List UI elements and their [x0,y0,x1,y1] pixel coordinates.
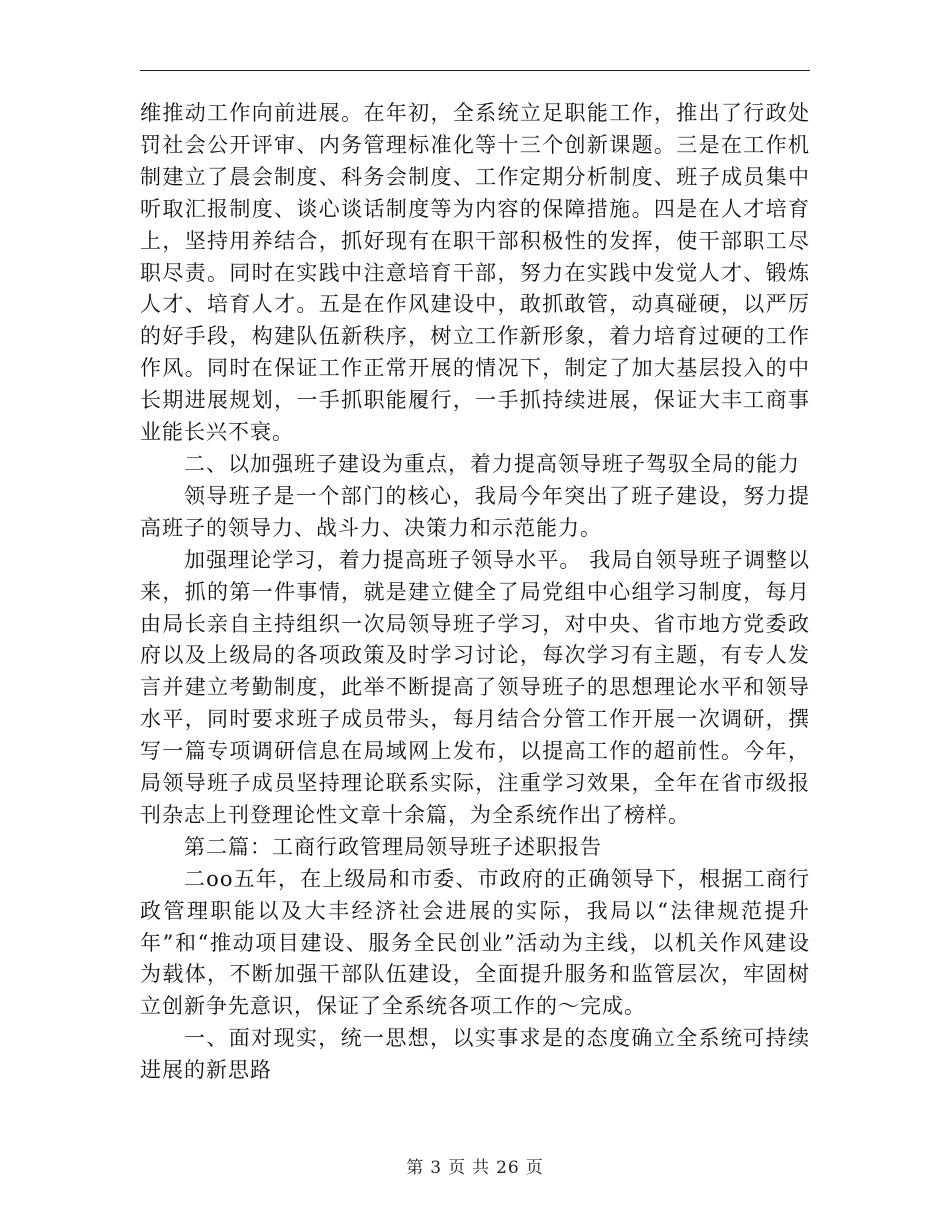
section-heading: 二、以加强班子建设为重点，着力提高领导班子驾驭全局的能力 [184,451,800,476]
chapter-title: 第二篇：工商行政管理局领导班子述职报告 [184,834,602,859]
footer-total-unit: 页 [525,1158,544,1178]
document-body [140,98,810,1087]
paragraph: 领导班子是一个部门的核心，我局今年突出了班子建设，努力提高班子的领导力、战斗力、决策力和示范能力。 [140,483,810,540]
paragraph: 维推动工作向前进展。在年初，全系统立足职能工作，推出了行政处罚社会公开评审、内务管理标准化等十三个创新课题。三是在工作机制建立了晨会制度、科务会制度、工作定期分析制度、班子成员集中听取汇报制度、谈心谈话制度等为内容的保障措施。四是在人才培育上，坚持用养结合，抓好现有在职干部积极性的发挥，使干部职工尽职尽责。同时在实践中注意培育干部，努力在实践中发觉人才、锻炼人才、培育人才。五是在作风建设中，敢抓敢管，动真碰硬，以严厉的好手段，构建队伍新秩序，树立工作新形象，着力培育过硬的工作作风。同时在保证工作正常开展的情况下，制定了加大基层投入的中长期进展规划，一手抓职能履行，一手抓持续进展，保证大丰工商事业能长兴不衰。 [140,101,810,445]
paragraph: 加强理论学习，着力提高班子领导水平。 我局自领导班子调整以来，抓的第一件事情，就是建立健全了局党组中心组学习制度，每月由局长亲自主持组织一次局领导班子学习，对中央、省市地方党委政府以及上级局的各项政策及时学习讨论，每次学习有主题，有专人发言并建立考勤制度，此举不断提高了领导班子的思想理论水平和领导水平，同时要求班子成员带头，每月结合分管工作开展一次调研，撰写一篇专项调研信息在局域网上发布，以提高工作的超前性。今年，局领导班子成员坚持理论联系实际，注重学习效果，全年在省市级报刊杂志上刊登理论性文章十余篇，为全系统作出了榜样。 [140,547,810,827]
footer-total-prefix: 共 [472,1158,491,1178]
footer-page-unit: 页 [448,1158,467,1178]
footer-prefix: 第 [406,1158,425,1178]
header-rule [140,70,810,71]
paragraph: 二oo五年，在上级局和市委、市政府的正确领导下，根据工商行政管理职能以及大丰经济社会进展的实际，我局以“法律规范提升年”和“推动项目建设、服务全民创业”活动为主线，以机关作风建设为载体，不断加强干部队伍建设，全面提升服务和监管层次，牢固树立创新争先意识，保证了全系统各项工作的～完成。 [140,866,810,1019]
page-footer [0,1153,950,1178]
total-pages: 26 [496,1158,520,1178]
section-heading: 一、面对现实，统一思想，以实事求是的态度确立全系统可持续进展的新思路 [140,1026,810,1083]
page-number: 3 [430,1158,443,1178]
